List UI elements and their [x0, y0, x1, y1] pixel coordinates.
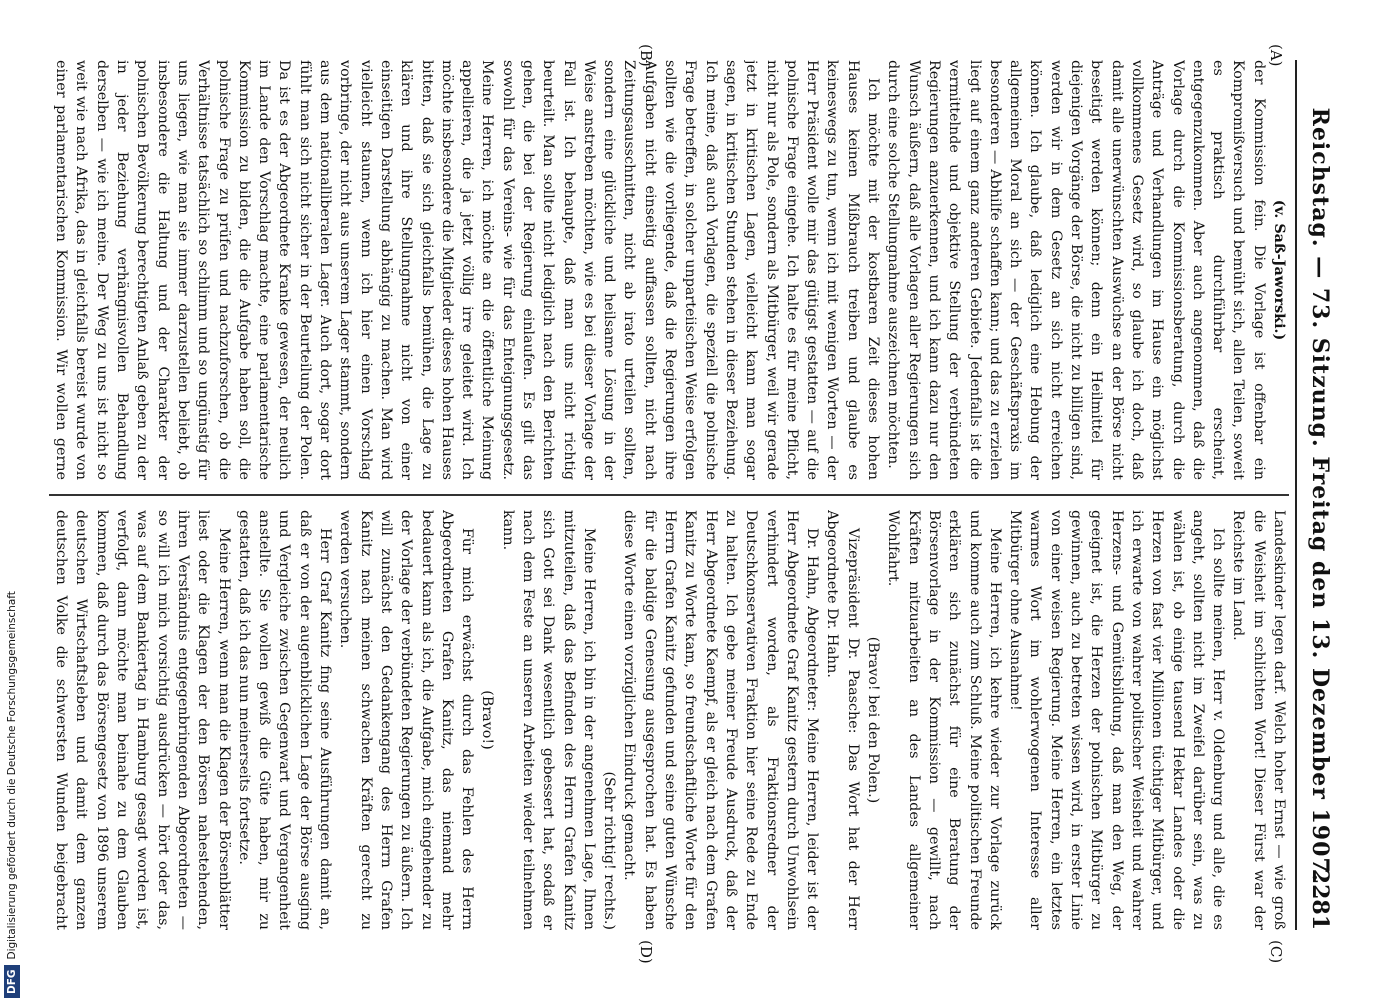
page-number: 2281 [1307, 868, 1333, 930]
president-announcement: Vizepräsident Dr. Paasche: Das Wort hat der Herr Abgeordnete Dr. Hahn. [824, 510, 861, 930]
paragraph: Ich möchte mit der kostbaren Zeit dieses hohen Hauses keinen Mißbrauch treiben und glaube es keineswegs zu tun, wenn ich mit wenigen Worten — der Herr Präsident wolle mir das gütigst gestatten — auf die polnische Frage eingehe. Ich halte es für meine Pflicht, nicht nur als Pole, sondern als Mitbürger, weil wir gerade jetzt in kritischen Lagen, vielleicht kann man sogar sagen, in kritischen Stunden stehen in dieser Beziehung. Ich meine, daß auch Vorlagen, die speziell die polnische Frage betreffen, in solcher unparteiischen Weise erfolgen sollten wie die vorliegende, daß die Regierungen ihre Aufgaben nicht einseitig auffassen sollten, nicht nach Zeitungsausschnitten, nicht ab irato urteilen sollten, sondern eine glückliche und heilsame Lösung in der Weise anstreben möchten, wie es bei dieser Vorlage der Fall ist. Ich behaupte, daß man uns nicht richtig beurteilt. Man sollte nicht lediglich nach den Berichten gehen, die bei der Regierung einlaufen. Es gilt das sowohl für das Vereins- wie für das Enteignungsgesetz. Meine Herren, ich möchte an die öffentliche Meinung appellieren, die ja jetzt völlig irre geleitet wird. Ich möchte insbesondere die Mitglieder dieses hohen Hauses bitten, daß sie sich gleichfalls bemühen, die Lage zu klären und ihre Stellungnahme nicht von einer einseitigen Darstellung abhängig zu machen. Man wird vielleicht staunen, wenn ich hier einen Vorschlag vorbringe, der nicht aus unserem Lager stammt, sondern aus dem nationalliberalen Lager. Auch dort, sogar dort fühlt man sich nicht sicher in der Beurteilung der Polen. Da ist es der Abgeordnete Kranke gewesen, der neulich im Lande den Vorschlag machte, eine parlamentarische Kommission zu bilden, die die Aufgabe haben soll, die polnische Frage zu prüfen und nachzuforschen, ob die Verhältnisse tatsächlich so schlimm und so ungünstig für uns liegen, wie man sie immer darzustellen beliebt, ob insbesondere die Haltung und der Charakter der polnischen Bevölkerung berechtigten Anlaß geben zu der in jeder Beziehung verhängnisvollen Behandlung derselben — wie ich meine. Der Weg zu uns ist nicht so weit wie nach Afrika, das in gleichfalls bereist wurde von einer parlamentarischen Kommission. Wir wollen gerne [53, 60, 882, 480]
paragraph: Meine Herren, ich kehre wieder zur Vorlage zurück und komme auch zum Schluß. Meine politischen Freunde erklären sich zunächst für eine Beratung der Börsenvorlage in der Kommission — gewillt, nach Kräften mitzuarbeiten an des Landes allgemeiner Wohlfahrt. [885, 510, 1003, 930]
paragraph: der Kommission fein. Die Vorlage ist offenbar ein Kompromißversuch und bemüht sich, allen Teilen, soweit es praktisch durchführbar erscheint, entgegenzukommen. Aber auch angenommen, daß die Vorlage durch die Kommissionsberatung, durch die Anträge und Verhandlungen im Hause ein möglichst vollkommenes Gesetz wird, so glaube ich doch, daß damit alle unerwünschten Auswüchse an der Börse nicht beseitigt werden können; denn ein Heilmittel für diejenigen Vorgänge der Börse, die nicht zu billigen sind, werden wir in dem Gesetz an sich nicht erreichen können. Ich glaube, daß lediglich eine Hebung der allgemeinen Moral an sich — der Geschäftspraxis im besonderen — Abhilfe schaffen kann; und das zu erzielen liegt auf einem ganz anderen Gebiete. Jedenfalls ist die vermittelnde und objektive Stellung der verbündeten Regierungen anzuerkennen, und ich kann dazu nur den Wunsch äußern, daß alle Vorlagen aller Regierungen sich durch eine solche Stellungnahme auszeichnen möchten. [885, 60, 1267, 480]
paragraph: Ich sollte meinen, Herr v. Oldenburg und alle, die es angeht, sollten nicht im Zweifel darüber sein, was zu wählen ist, ob einige tausend Hektar Landes oder die Herzen von fast vier Millionen tüchtiger Mitbürger, und ich erwarte von wahrer politischer Weisheit und wahrer Herzens- und Gemütsbildung, daß man den Weg, der geeignet ist, die Herzen der polnischen Mitbürger zu gewinnen, auch zu betreten wissen wird, in erster Linie von einer weisen Regierung. Meine Herren, ein letztes warmes Wort im wohlerwogenen Interesse aller Mitbürger ohne Ausnahme! [1007, 510, 1227, 930]
dfg-logo: DFG [4, 965, 20, 998]
margin-marker-a: (A) [1267, 44, 1285, 67]
column-divider [49, 494, 1289, 496]
interjection: (Bravo!) [479, 690, 496, 750]
margin-marker-d: (D) [637, 940, 655, 964]
paragraph: Landeskinder legen darf. Welch hoher Ernst — wie groß die Weisheit im schlichten Wort! Dieser Fürst war der Reichste im Land. [1230, 510, 1287, 930]
paragraph: Für mich erwächst durch das Fehlen des Herrn Abgeordneten Grafen Kanitz, das niemand mehr bedauert kann als ich, die Aufgabe, mich eingehender zu der Vorlage der verbündeten Regierungen zu äußern. Ich will zunächst den Gedankengang des Herrn Grafen Kanitz nach meinen schwachen Kräften gerecht zu werden versuchen. [337, 510, 476, 930]
paragraph: Meine Herren, wenn man die Klagen der Börsenblätter liest oder die Klagen der den Börsen nahestehenden, ihren Verständnis entgegenbringenden Abgeordneten — so will ich mich vorsichtig ausdrücken — hört oder das, was auf dem Bankiertag in Hamburg gesagt worden ist, verfolgt, dann möchte man beinahe zu dem Glauben kommen, daß durch das Börsengesetz von 1896 unserem deutschen Wirtschaftsleben und damit dem ganzen deutschen Volke die schwersten Wunden beigebracht [53, 510, 232, 930]
digitization-footer [4, 0, 20, 998]
footer-text: Digitalisierung gefördert durch die Deutsche Forschungsgemeinschaft [6, 591, 18, 960]
left-text-column [49, 60, 1289, 480]
paragraph: Meine Herren, ich bin in der angenehmen Lage, Ihnen mitzuteilen, daß das Befinden des Herrn Grafen Kanitz sich Gott sei Dank wesentlich gebessert hat, sodaß er nach dem Feste an unseren Arbeiten wieder teilnehmen kann. [499, 510, 597, 930]
margin-marker-c: (C) [1267, 940, 1285, 964]
margin-marker-b: (B) [637, 44, 655, 67]
speaker-paragraph: Dr. Hahn, Abgeordneter: Meine Herren, leider ist der Herr Abgeordnete Graf Kanitz gestern durch Unwohlsein verhindert worden, als Fraktionsredner der Deutschkonservativen Fraktion hier seine Rede zu Ende zu halten. Ich gebe meiner Freude Ausdruck, daß der Herr Abgeordnete Kaempf, als er gleich nach dem Grafen Kanitz zu Worte kam, so freundschaftliche Worte für den Herrn Grafen Kanitz gefunden und seine guten Wünsche für die baldige Genesung ausgesprochen hat. Es haben diese Worte einen vorzüglichen Eindruck gemacht. [621, 510, 821, 930]
interjection: (Bravo! bei den Polen.) [865, 636, 882, 804]
header-title: Reichstag. — 73. Sitzung. Freitag den 13. Dezember 1907. [1307, 107, 1333, 883]
rotated-document-page [15, 20, 1345, 970]
right-text-column [49, 510, 1289, 930]
page-header [1295, 60, 1337, 930]
paragraph: Herr Graf Kanitz fing seine Ausführungen damit an, daß er von der augenblicklichen Lage der Börse ausging und Vergleiche zwischen Gegenwart und Vergangenheit anstellte. Sie wollen gewiß die Güte haben, mir zu gestatten, daß ich das nun meinerseits fortsetze. [235, 510, 334, 930]
interjection: (Sehr richtig! rechts.) [601, 771, 618, 930]
running-speaker-head: (v. Saß-Jaworski.) [1271, 199, 1287, 341]
